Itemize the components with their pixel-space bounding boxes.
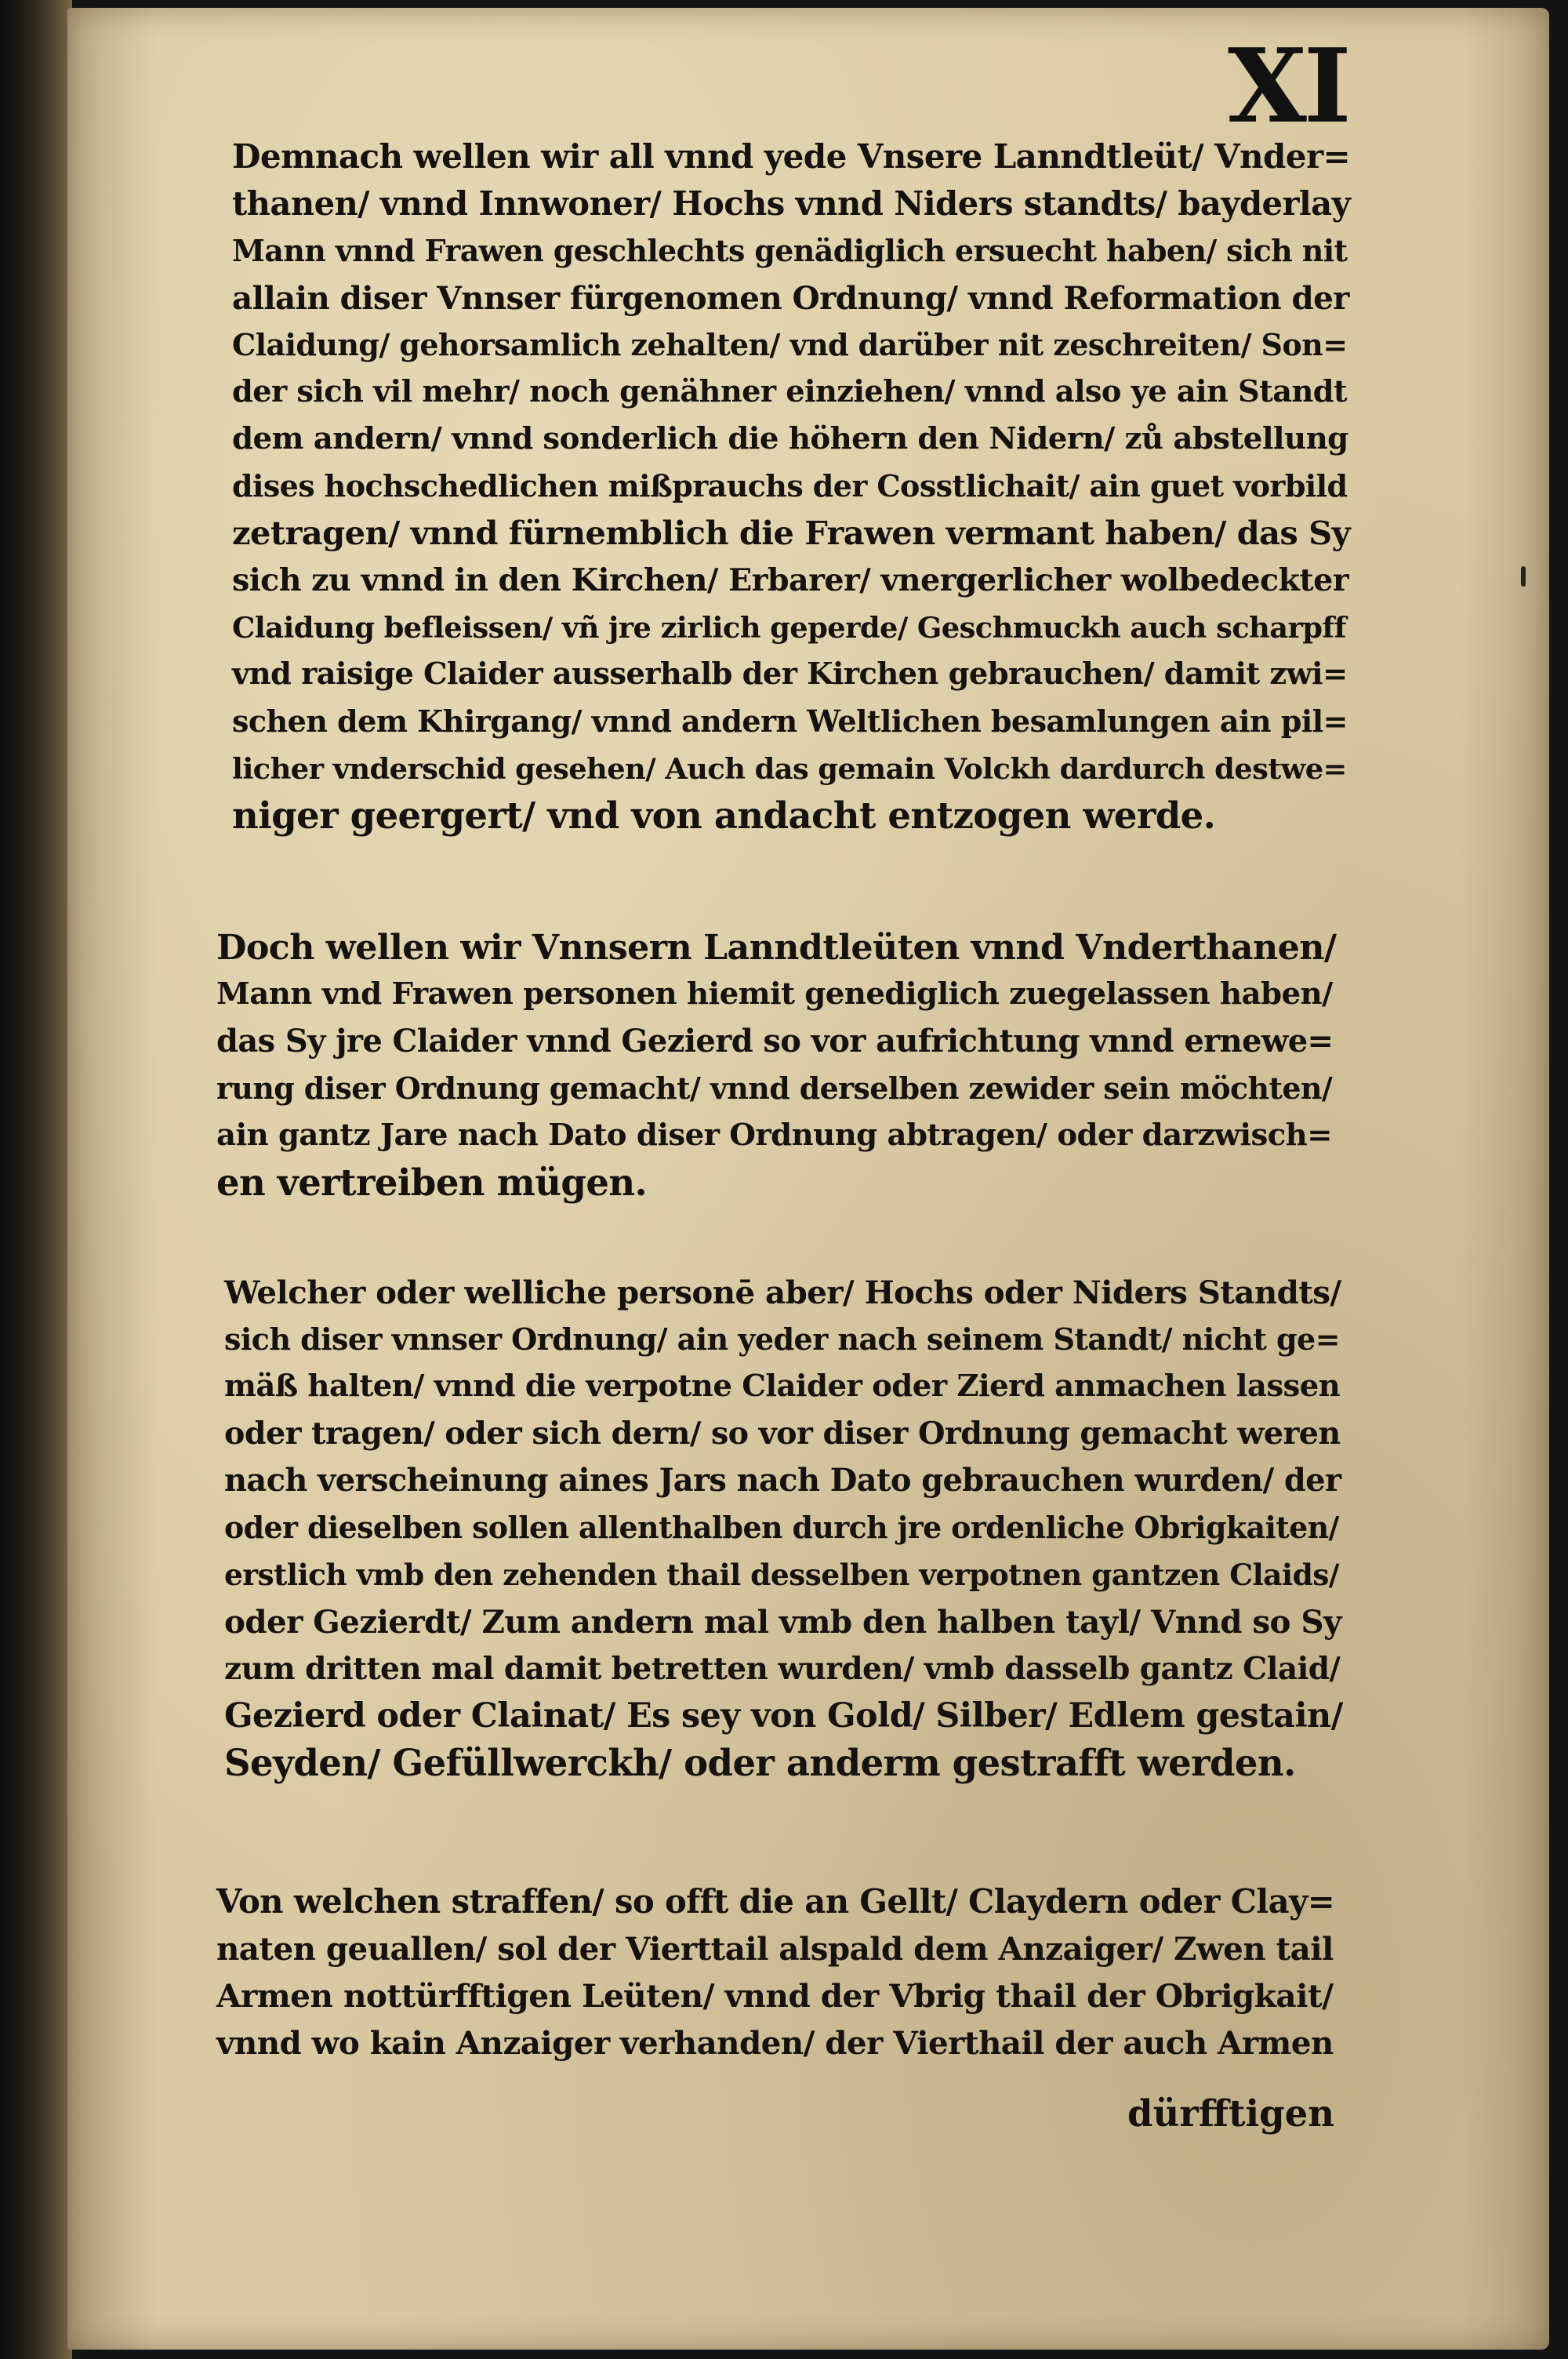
text-line: Seyden/ Gefüllwerckh/ oder anderm gestrafft werden. xyxy=(224,1741,1296,1784)
text-line: Von welchen straffen/ so offt die an Gellt/ Claydern oder Clay= xyxy=(216,1882,1335,1921)
paragraph-4 xyxy=(216,1878,1338,2066)
folio-number: XI xyxy=(1228,26,1348,146)
text-line: thanen/ vnnd Innwoner/ Hochs vnnd Niders standts/ bayderlay xyxy=(232,184,1351,223)
paragraph-2 xyxy=(216,924,1338,1206)
text-line: Demnach wellen wir all vnnd yede Vnsere Lanndtleüt/ Vnder= xyxy=(232,137,1351,176)
text-line: schen dem Khirgang/ vnnd andern Weltlichen besamlungen ain pil= xyxy=(232,703,1348,739)
text-line: oder Gezierdt/ Zum andern mal vmb den halben tayl/ Vnnd so Sy xyxy=(224,1603,1341,1641)
margin-mark xyxy=(1521,566,1526,587)
text-line: zetragen/ vnnd fürnemblich die Frawen vermant haben/ das Sy xyxy=(232,514,1351,552)
text-line: oder tragen/ oder sich dern/ so vor diser Ordnung gemacht weren xyxy=(224,1416,1341,1452)
text-line: dem andern/ vnnd sonderlich die höhern den Nidern/ zů abstellung xyxy=(232,421,1348,456)
text-line: Armen nottürfftigen Leüten/ vnnd der Vbrig thail der Obrigkait/ xyxy=(216,1977,1334,2015)
book-gutter xyxy=(0,0,72,2359)
catchword: dürfftigen xyxy=(1127,2092,1335,2135)
text-line: Doch wellen wir Vnnsern Lanndtleüten vnnd Vnderthanen/ xyxy=(216,927,1337,968)
text-line: niger geergert/ vnd von andacht entzogen werde. xyxy=(232,794,1216,837)
text-line: Gezierd oder Clainat/ Es sey von Gold/ Silber/ Edlem gestain/ xyxy=(224,1696,1343,1736)
text-line: vnd raisige Claider ausserhalb der Kirchen gebrauchen/ damit zwi= xyxy=(232,656,1348,692)
text-line: das Sy jre Claider vnnd Gezierd so vor aufrichtung vnnd ernewe= xyxy=(216,1023,1334,1060)
text-line: rung diser Ordnung gemacht/ vnnd derselben zewider sein möchten/ xyxy=(216,1070,1333,1106)
text-line: Welcher oder welliche personē aber/ Hochs oder Niders Standts/ xyxy=(224,1274,1341,1311)
text-line: licher vnderschid gesehen/ Auch das gemain Volckh dardurch destwe= xyxy=(232,751,1347,786)
text-line: vnnd wo kain Anzaiger verhanden/ der Vierthail der auch Armen xyxy=(216,2024,1334,2062)
text-line: en vertreiben mügen. xyxy=(216,1161,648,1204)
text-line: Claidung befleissen/ vñ jre zirlich geperde/ Geschmuckh auch scharpff xyxy=(232,610,1346,645)
text-line: erstlich vmb den zehenden thail desselben verpotnen gantzen Claids/ xyxy=(224,1558,1339,1592)
text-line: Mann vnd Frawen personen hiemit genediglich zuegelassen haben/ xyxy=(216,976,1333,1012)
text-line: naten geuallen/ sol der Vierttail alspald dem Anzaiger/ Zwen tail xyxy=(216,1930,1334,1968)
text-line: Mann vnnd Frawen geschlechts genädiglich ersuecht haben/ sich nit xyxy=(232,233,1348,268)
text-line: Claidung/ gehorsamlich zehalten/ vnd darüber nit zeschreiten/ Son= xyxy=(232,327,1348,362)
text-line: sich zu vnnd in den Kirchen/ Erbarer/ vnergerlicher wolbedeckter xyxy=(232,562,1349,598)
paragraph-3 xyxy=(224,1269,1345,1787)
text-line: dises hochschedlichen mißprauchs der Cosstlichait/ ain guet vorbild xyxy=(232,468,1348,503)
text-line: nach verscheinung aines Jars nach Dato gebrauchen wurden/ der xyxy=(224,1463,1341,1499)
text-line: mäß halten/ vnnd die verpotne Claider oder Zierd anmachen lassen xyxy=(224,1369,1341,1404)
text-line: sich diser vnnser Ordnung/ ain yeder nach seinem Standt/ nicht ge= xyxy=(224,1321,1340,1357)
book-page xyxy=(67,8,1549,2350)
text-line: allain diser Vnnser fürgenomen Ordnung/ vnnd Reformation der xyxy=(232,279,1349,317)
text-line: oder dieselben sollen allenthalben durch jre ordenliche Obrigkaiten/ xyxy=(224,1510,1339,1545)
paragraph-1 xyxy=(232,133,1353,839)
text-line: zum dritten mal damit betretten wurden/ vmb dasselb gantz Claid/ xyxy=(224,1651,1341,1687)
text-line: der sich vil mehr/ noch genähner einziehen/ vnnd also ye ain Standt xyxy=(232,374,1348,409)
text-line: ain gantz Jare nach Dato diser Ordnung abtragen/ oder darzwisch= xyxy=(216,1118,1332,1153)
